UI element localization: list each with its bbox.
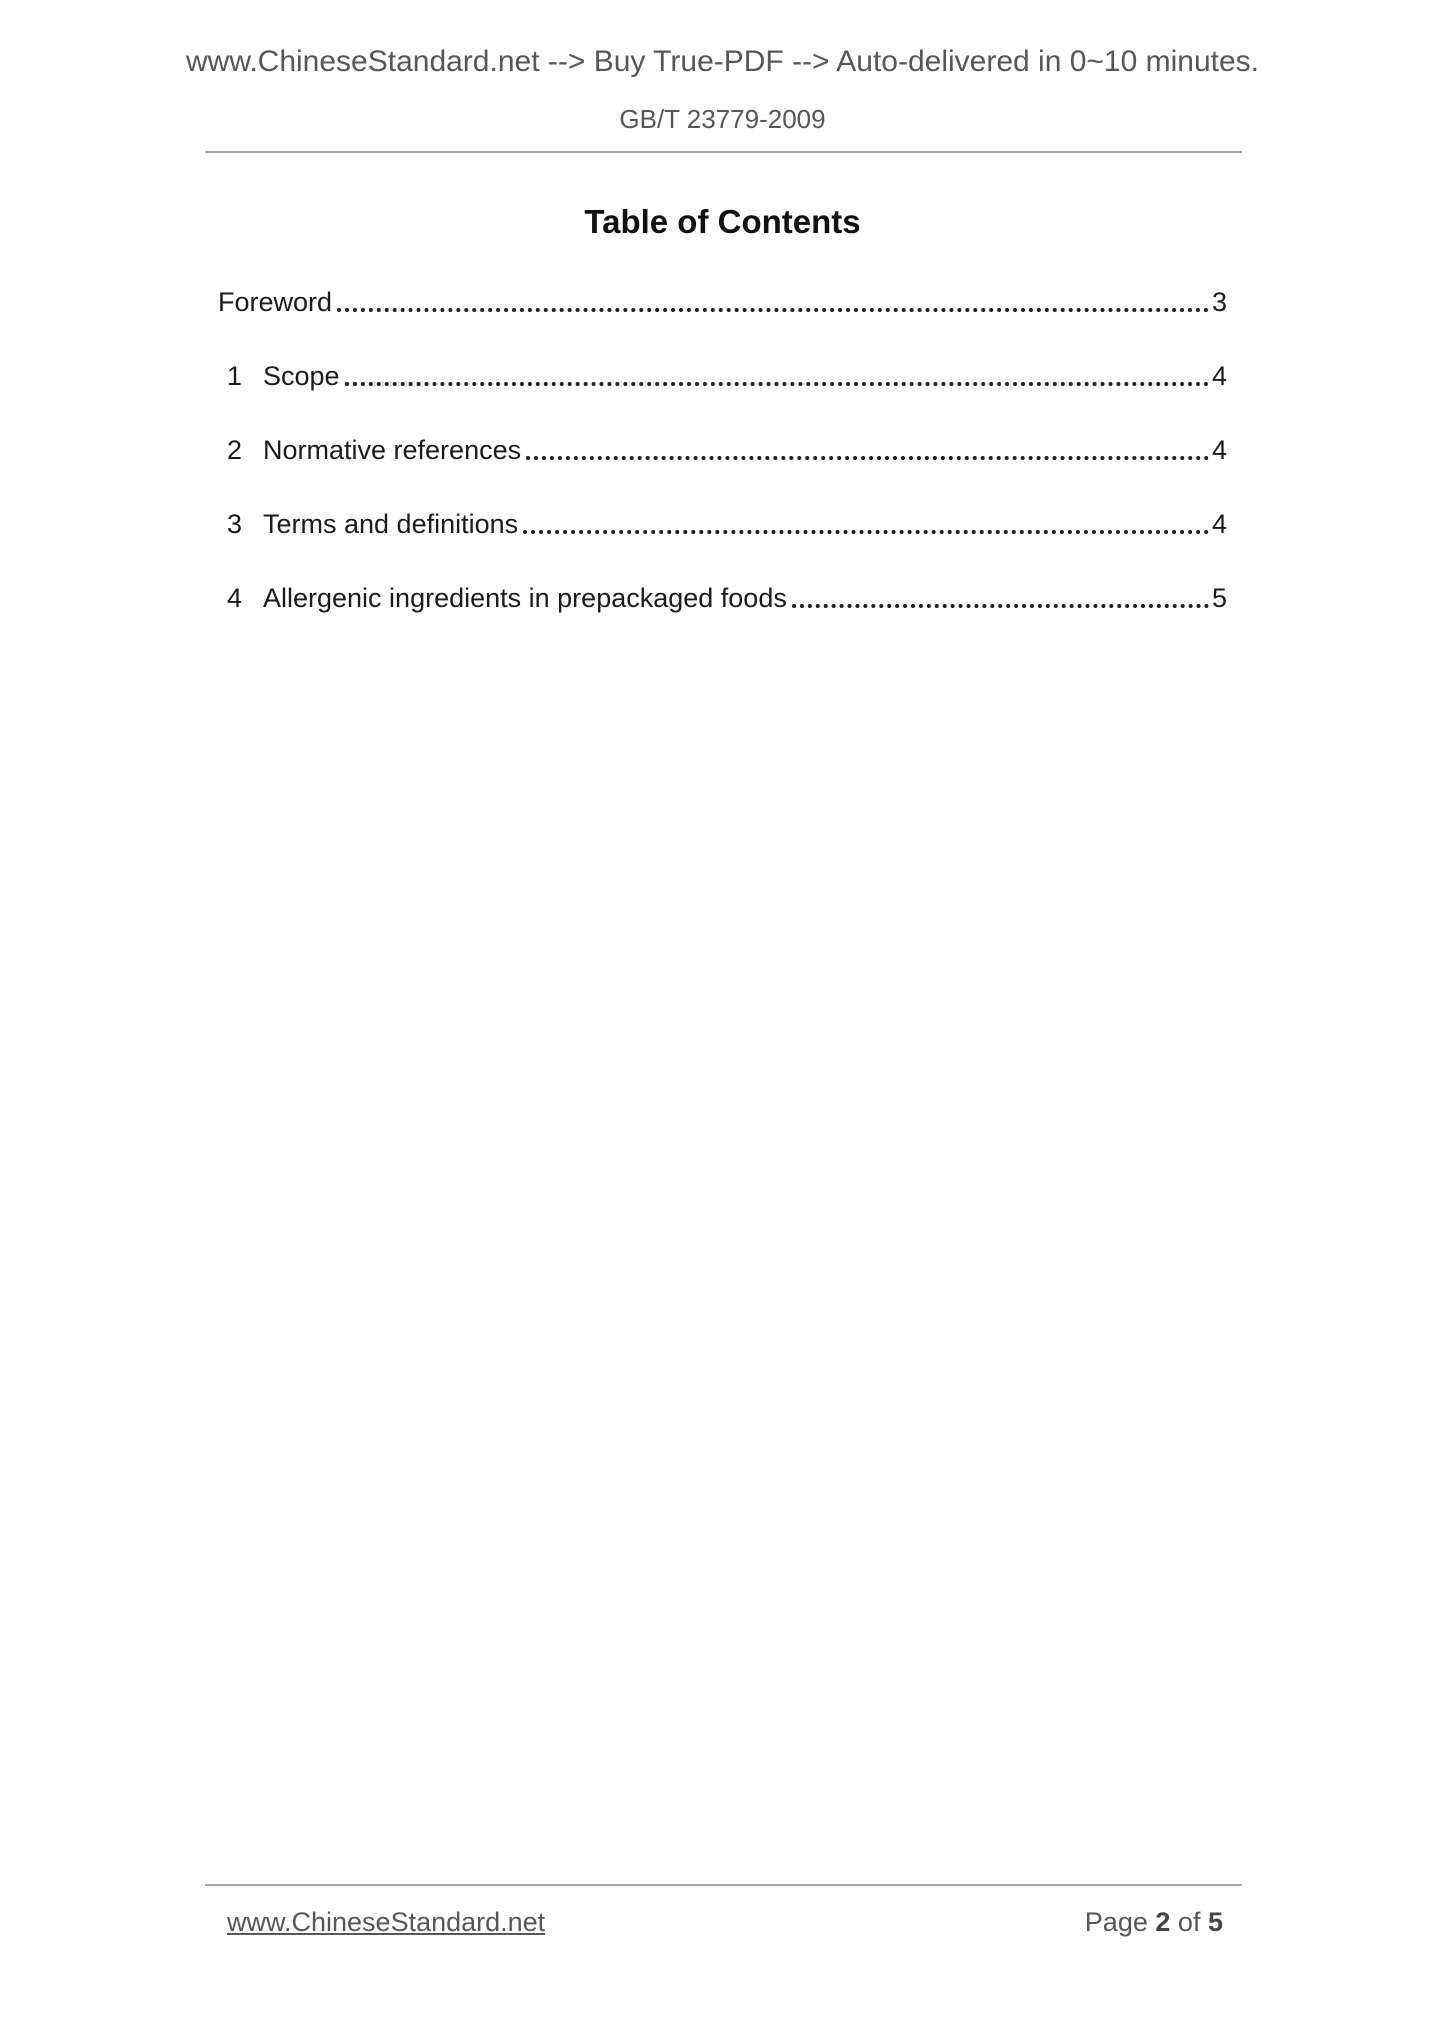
toc-dot-leader (526, 456, 1209, 460)
footer-page-total: 5 (1207, 1907, 1223, 1937)
toc-entry-label: Foreword (218, 287, 333, 317)
toc-entry[interactable] (218, 361, 1227, 391)
toc-entry-page: 5 (1211, 583, 1227, 613)
toc-entry[interactable] (218, 435, 1227, 465)
toc-entry-number: 3 (227, 509, 243, 539)
footer-divider (205, 1884, 1242, 1886)
footer-page-word: Page (1084, 1907, 1148, 1937)
toc-dot-leader (523, 530, 1209, 534)
toc-entry-number: 4 (227, 583, 243, 613)
header-standard-number: GB/T 23779-2009 (619, 104, 826, 134)
toc-entry-page: 4 (1211, 509, 1227, 539)
footer-site-link[interactable]: www.ChineseStandard.net (227, 1907, 546, 1937)
header-promo-text: www.ChineseStandard.net --> Buy True-PDF --> Auto-delivered in 0~10 minutes. (185, 45, 1260, 78)
toc-entry-label: Allergenic ingredients in prepackaged foods (263, 583, 787, 613)
toc-dot-leader (337, 308, 1209, 312)
toc-entry[interactable] (218, 509, 1227, 539)
toc-entry-page: 4 (1211, 361, 1227, 391)
toc-entry-page: 3 (1211, 287, 1227, 317)
toc-entry-label: Terms and definitions (263, 509, 519, 539)
footer-page-current: 2 (1155, 1907, 1171, 1937)
toc-dot-leader (792, 604, 1209, 608)
toc-entry-label: Scope (263, 361, 340, 391)
toc-list (218, 287, 1227, 657)
header-divider (205, 151, 1242, 153)
page-title: Table of Contents (584, 203, 861, 240)
toc-entry-number: 2 (227, 435, 243, 465)
toc-dot-leader (345, 382, 1209, 386)
toc-entry[interactable] (218, 583, 1227, 613)
toc-entry-number: 1 (227, 361, 243, 391)
footer-page-indicator (1085, 1906, 1223, 1938)
footer-of-word: of (1177, 1907, 1201, 1937)
toc-entry-label: Normative references (263, 435, 522, 465)
toc-entry[interactable] (218, 287, 1227, 317)
toc-entry-page: 4 (1211, 435, 1227, 465)
footer (227, 1906, 1223, 1938)
